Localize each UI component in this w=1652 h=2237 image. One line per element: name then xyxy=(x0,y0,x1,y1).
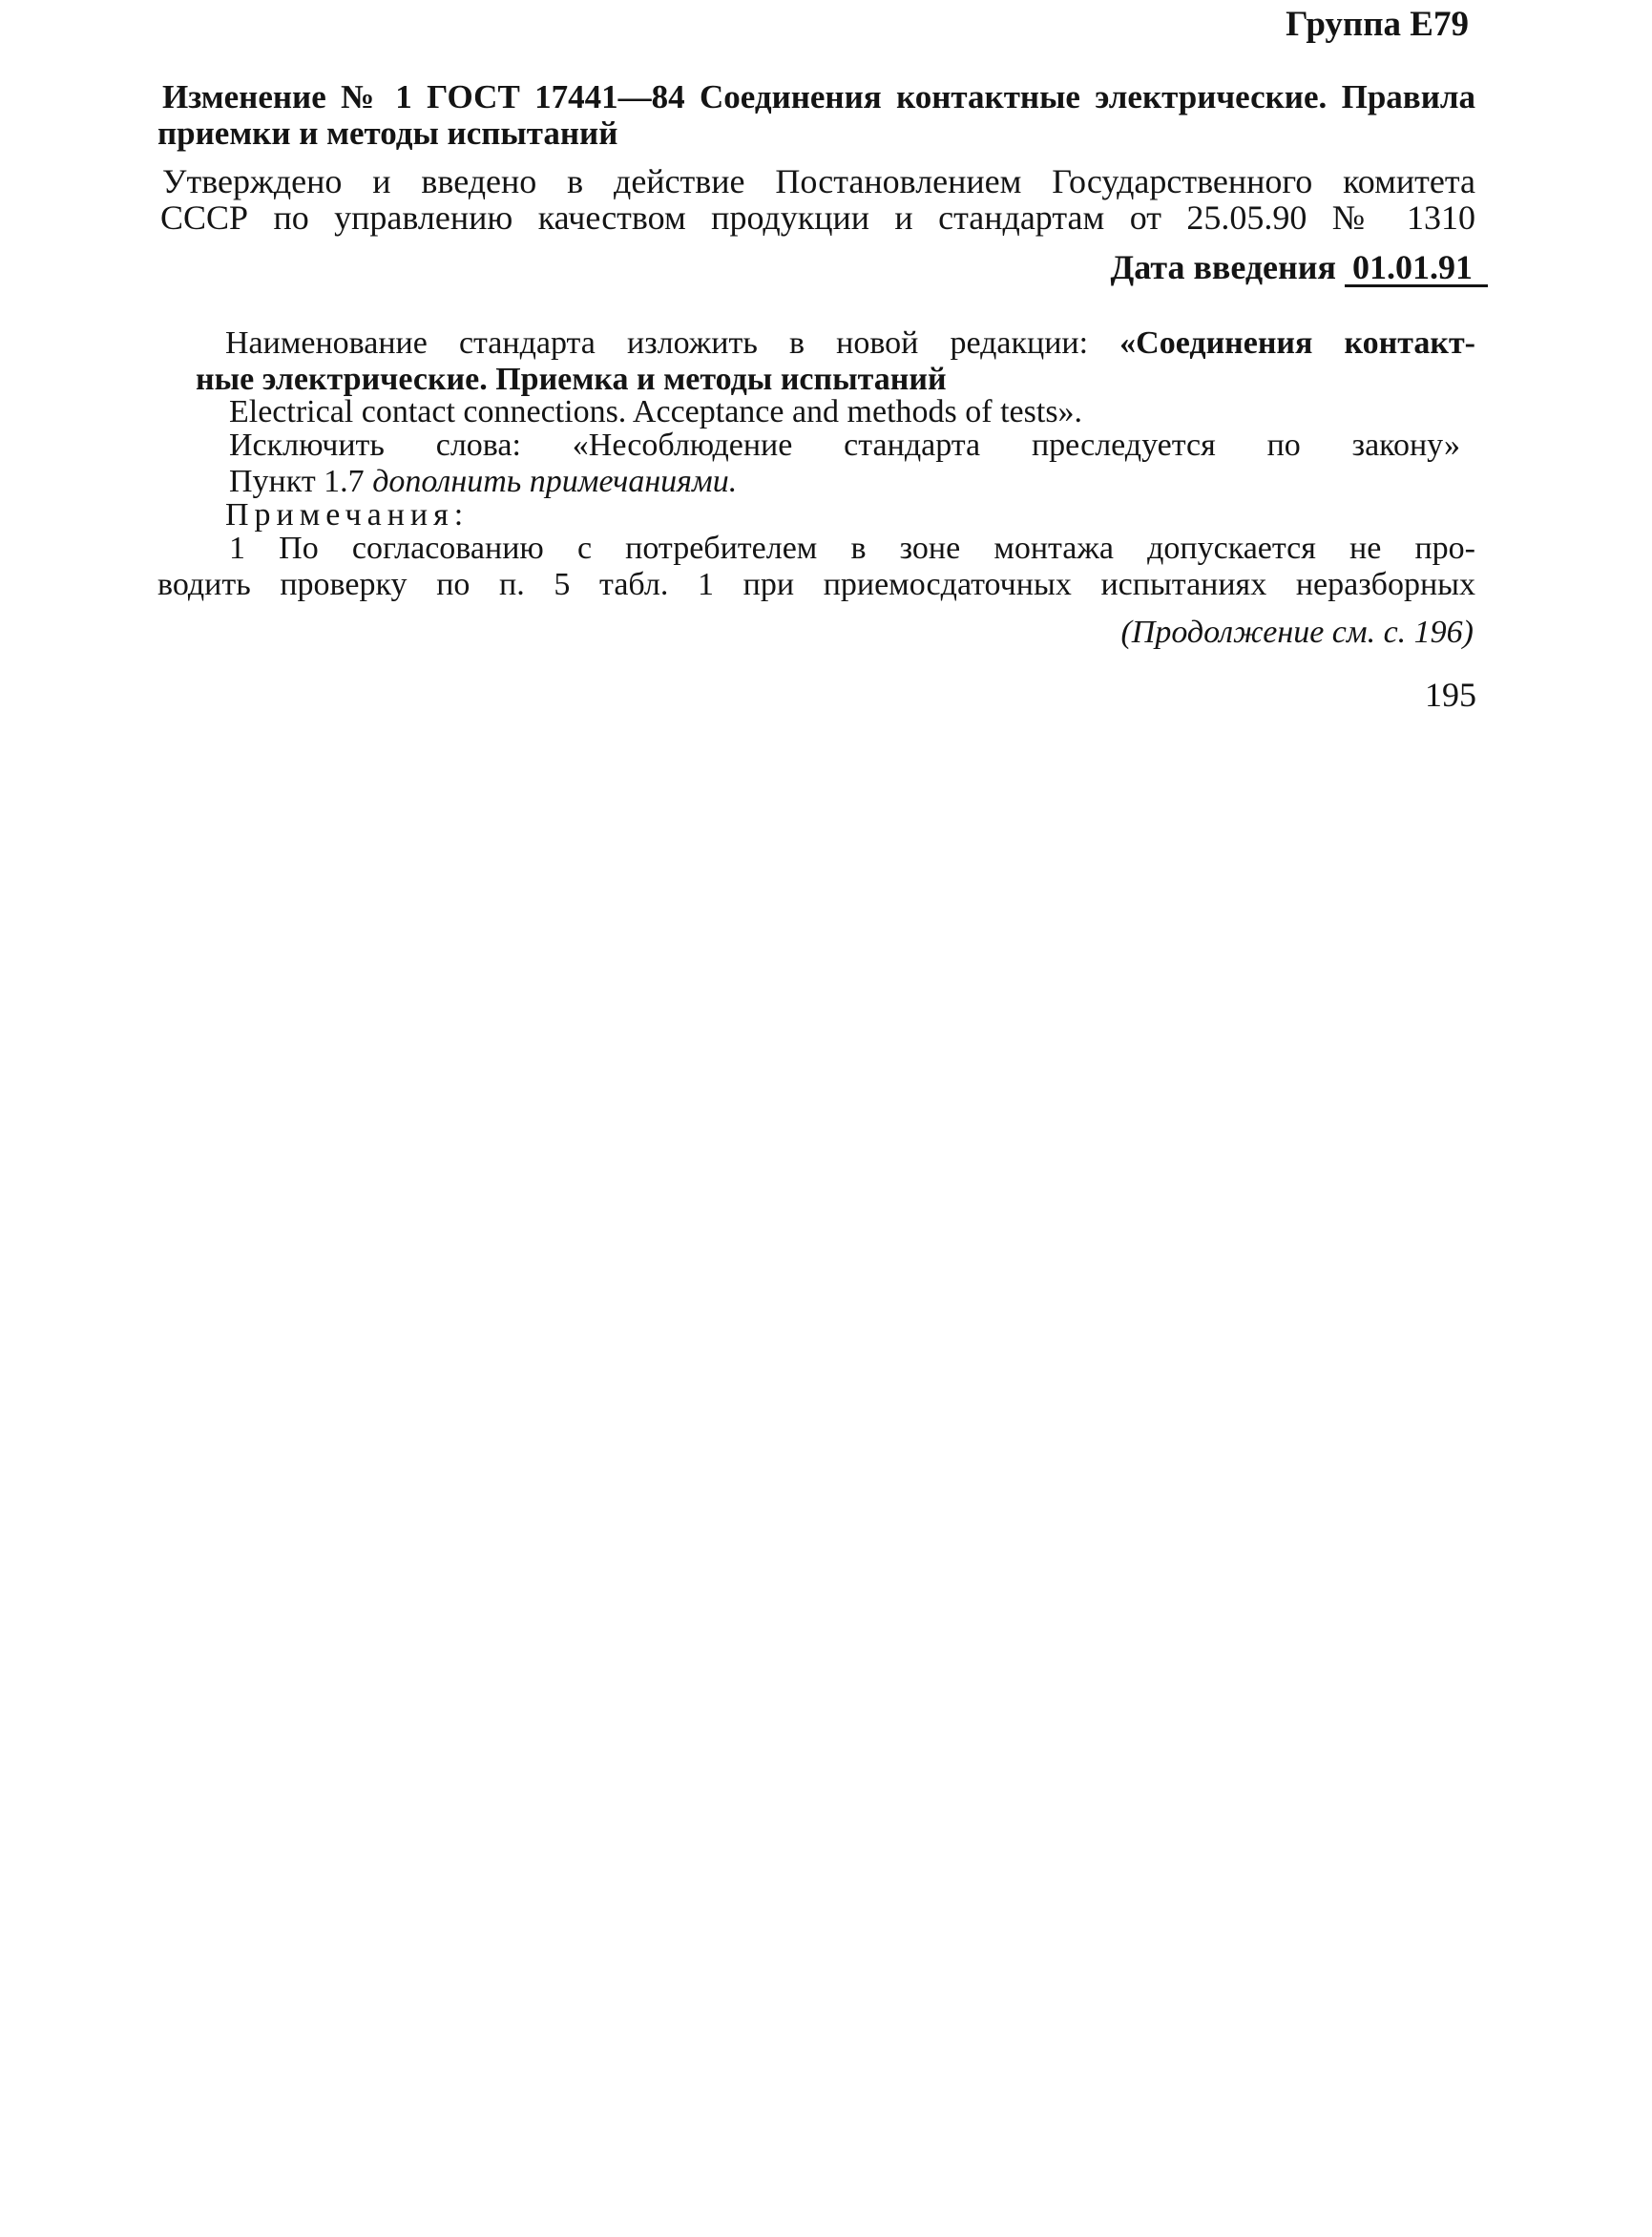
effective-date-row xyxy=(1111,248,1489,287)
new-title-start: «Соединения контакт- xyxy=(1119,325,1475,361)
note-1-line-2: водить проверку по п. 5 табл. 1 при приемосдаточных испытаниях неразборных xyxy=(157,567,1475,602)
notes-heading: Примечания: xyxy=(225,497,470,533)
new-title-continuation: ные электрические. Приемка и методы испытаний xyxy=(196,362,947,397)
effective-date-value: 01.01.91 xyxy=(1345,250,1488,287)
document-title-line-1: Изменение № 1 ГОСТ 17441—84 Соединения контактные электрические. Правила xyxy=(162,78,1475,115)
english-title: Electrical contact connections. Acceptance and methods of tests». xyxy=(229,394,1083,429)
effective-date-label: Дата введения xyxy=(1110,248,1336,286)
title-change-intro: Наименование стандарта изложить в новой редакции: xyxy=(225,325,1120,361)
group-label: Группа Е79 xyxy=(1286,5,1469,44)
document-title-line-2: приемки и методы испытаний xyxy=(157,115,618,152)
approval-line-2: СССР по управлению качеством продукции и стандартам от 25.05.90 № 1310 xyxy=(160,199,1475,237)
note-1-line-1: 1 По согласованию с потребителем в зоне монтажа допускается не про- xyxy=(229,531,1475,566)
clause-addition-instruction: дополнить примечаниями. xyxy=(372,464,738,499)
page-number: 195 xyxy=(1425,676,1476,714)
excluded-words-instruction: Исключить слова: «Несоблюдение стандарта преследуется по закону» xyxy=(229,428,1460,463)
clause-reference: Пункт 1.7 xyxy=(229,464,373,499)
title-change-paragraph-line-1 xyxy=(225,324,1475,363)
clause-instruction xyxy=(229,463,737,501)
continued-note: (Продолжение см. с. 196) xyxy=(1120,615,1474,650)
approval-line-1: Утверждено и введено в действие Постановлением Государственного комитета xyxy=(162,162,1475,200)
